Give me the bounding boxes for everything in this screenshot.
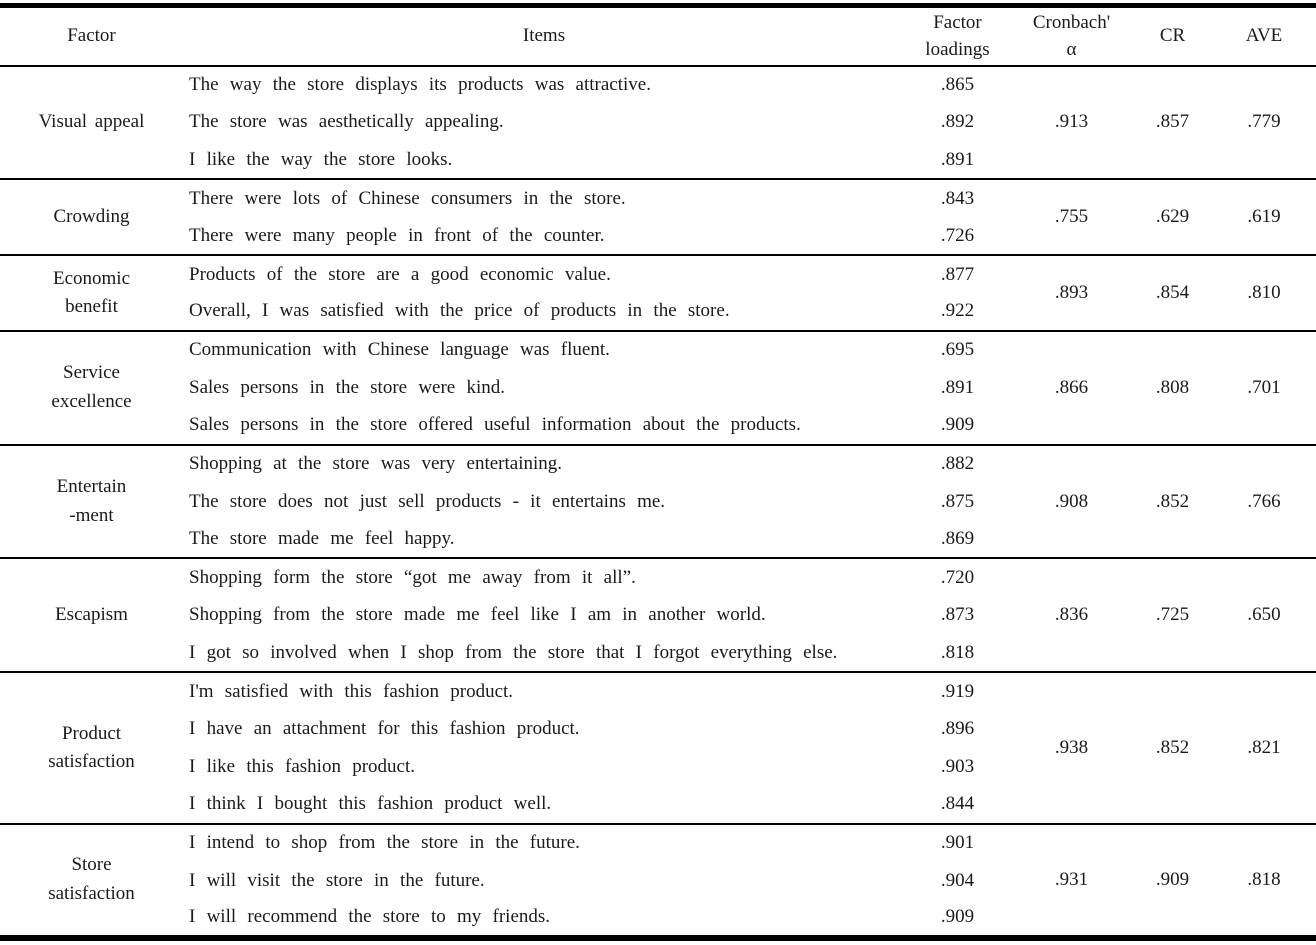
factor-cell [0, 558, 183, 672]
factor-name-line: excellence [51, 390, 132, 412]
factor-loading-cell: .891 [940, 148, 975, 170]
col-header-factor-loadings-line1: Factor [933, 11, 982, 33]
factor-loading-cell: .818 [940, 641, 975, 663]
ave-cell: .821 [1212, 672, 1316, 824]
factor-loading-cell: .919 [905, 672, 1010, 710]
item-text-cell: Sales persons in the store were kind. [189, 376, 506, 398]
cronbach-alpha-cell: .755 [1010, 179, 1133, 255]
cr-cell: .852 [1133, 445, 1212, 559]
factor-name-line: Economic [52, 267, 131, 289]
factor-name-line: Visual appeal [38, 111, 145, 133]
col-header-factor-loadings-line2: loadings [925, 39, 990, 61]
factor-cell [0, 66, 183, 180]
factor-loading-cell: .877 [905, 255, 1010, 293]
factor-loading-cell: .865 [905, 66, 1010, 104]
ave-cell: .810 [1212, 255, 1316, 331]
factor-loading-cell: .909 [940, 414, 975, 436]
ave-cell: .818 [1212, 824, 1316, 938]
cr-cell: .857 [1133, 66, 1212, 180]
table-body [0, 66, 1316, 939]
item-text-cell: I intend to shop from the store in the future. [183, 824, 905, 862]
cr-cell: .852 [1133, 672, 1212, 824]
factor-cell [0, 255, 183, 331]
item-text-cell: Sales persons in the store offered useful information about the products. [189, 414, 801, 436]
factor-loading-cell: .875 [940, 490, 975, 512]
factor-cell [0, 331, 183, 445]
table-row [0, 331, 1316, 369]
factor-loading-cell: .844 [940, 793, 975, 815]
item-text-cell: I have an attachment for this fashion product. [189, 718, 580, 740]
cronbach-alpha-cell: .931 [1010, 824, 1133, 938]
table-row [0, 255, 1316, 293]
factor-loading-cell: .892 [940, 111, 975, 133]
col-header-items: Items [183, 6, 905, 66]
ave-cell: .619 [1212, 179, 1316, 255]
item-text-cell: The store does not just sell products - it entertains me. [189, 490, 666, 512]
item-text-cell: I like the way the store looks. [189, 148, 453, 170]
item-text-cell: Shopping from the store made me feel like I am in another world. [189, 604, 766, 626]
item-text-cell: Communication with Chinese language was fluent. [183, 331, 905, 369]
factor-loading-cell: .904 [940, 869, 975, 891]
factor-loading-cell: .726 [940, 224, 975, 246]
item-text-cell: The way the store displays its products was attractive. [183, 66, 905, 104]
factor-loading-cell: .843 [905, 179, 1010, 217]
factor-name-line: Product [61, 722, 122, 744]
factor-name-line: benefit [65, 296, 118, 318]
col-header-ave: AVE [1212, 6, 1316, 66]
factor-loading-cell: .922 [940, 300, 975, 322]
header-row [0, 6, 1316, 66]
cr-cell: .629 [1133, 179, 1212, 255]
item-text-cell: I got so involved when I shop from the store that I forgot everything else. [189, 641, 838, 663]
table-row [0, 672, 1316, 710]
cronbach-alpha-cell: .913 [1010, 66, 1133, 180]
factor-cell [0, 672, 183, 824]
factor-loading-cell: .901 [905, 824, 1010, 862]
table-row [0, 824, 1316, 862]
cronbach-alpha-cell: .866 [1010, 331, 1133, 445]
item-text-cell: I think I bought this fashion product well. [189, 793, 552, 815]
factor-name-line: Entertain [56, 476, 127, 498]
item-text-cell: Shopping at the store was very entertaining. [183, 445, 905, 483]
factor-cell [0, 179, 183, 255]
item-text-cell: Shopping form the store “got me away from it all”. [183, 558, 905, 596]
cr-cell: .725 [1133, 558, 1212, 672]
table-row [0, 179, 1316, 217]
factor-loading-cell: .896 [940, 718, 975, 740]
item-text-cell: I'm satisfied with this fashion product. [183, 672, 905, 710]
factor-loading-cell: .882 [905, 445, 1010, 483]
factor-loading-cell: .720 [905, 558, 1010, 596]
factor-loading-cell: .891 [940, 376, 975, 398]
factor-name-line: -ment [69, 504, 114, 526]
item-text-cell: I will recommend the store to my friends. [189, 906, 551, 928]
col-header-factor-loadings [905, 6, 1010, 66]
factor-loading-cell: .873 [940, 604, 975, 626]
col-header-cronbach-line2: α [1066, 39, 1077, 61]
item-text-cell: Overall, I was satisfied with the price of products in the store. [189, 300, 730, 322]
table-row [0, 66, 1316, 104]
col-header-cr: CR [1133, 6, 1212, 66]
factor-name-line: Store [71, 854, 112, 876]
cronbach-alpha-cell: .938 [1010, 672, 1133, 824]
factor-cell [0, 445, 183, 559]
factor-loading-cell: .909 [940, 906, 975, 928]
factor-loading-cell: .695 [905, 331, 1010, 369]
cr-cell: .854 [1133, 255, 1212, 331]
ave-cell: .701 [1212, 331, 1316, 445]
factor-cell [0, 824, 183, 938]
cr-cell: .808 [1133, 331, 1212, 445]
item-text-cell: The store made me feel happy. [189, 528, 455, 550]
table-header [0, 6, 1316, 66]
ave-cell: .766 [1212, 445, 1316, 559]
factor-loading-cell: .869 [940, 528, 975, 550]
item-text-cell: I will visit the store in the future. [189, 869, 485, 891]
factor-name-line: Crowding [53, 205, 130, 227]
item-text-cell: I like this fashion product. [189, 756, 415, 778]
ave-cell: .650 [1212, 558, 1316, 672]
item-text-cell: There were many people in front of the counter. [189, 224, 605, 246]
col-header-cronbach-line1: Cronbach' [1032, 11, 1111, 33]
cronbach-alpha-cell: .908 [1010, 445, 1133, 559]
factor-name-line: satisfaction [48, 751, 135, 773]
factor-name-line: Escapism [55, 604, 128, 626]
col-header-cronbach-alpha [1010, 6, 1133, 66]
factor-name-line: Service [63, 362, 120, 384]
col-header-factor: Factor [0, 6, 183, 66]
table-row [0, 445, 1316, 483]
measurement-model-table [0, 3, 1316, 941]
item-text-cell: The store was aesthetically appealing. [189, 111, 504, 133]
factor-name-line: satisfaction [48, 882, 135, 904]
cronbach-alpha-cell: .836 [1010, 558, 1133, 672]
table-row [0, 558, 1316, 596]
cronbach-alpha-cell: .893 [1010, 255, 1133, 331]
cr-cell: .909 [1133, 824, 1212, 938]
ave-cell: .779 [1212, 66, 1316, 180]
item-text-cell: There were lots of Chinese consumers in the store. [183, 179, 905, 217]
item-text-cell: Products of the store are a good economic value. [183, 255, 905, 293]
factor-loading-cell: .903 [940, 756, 975, 778]
